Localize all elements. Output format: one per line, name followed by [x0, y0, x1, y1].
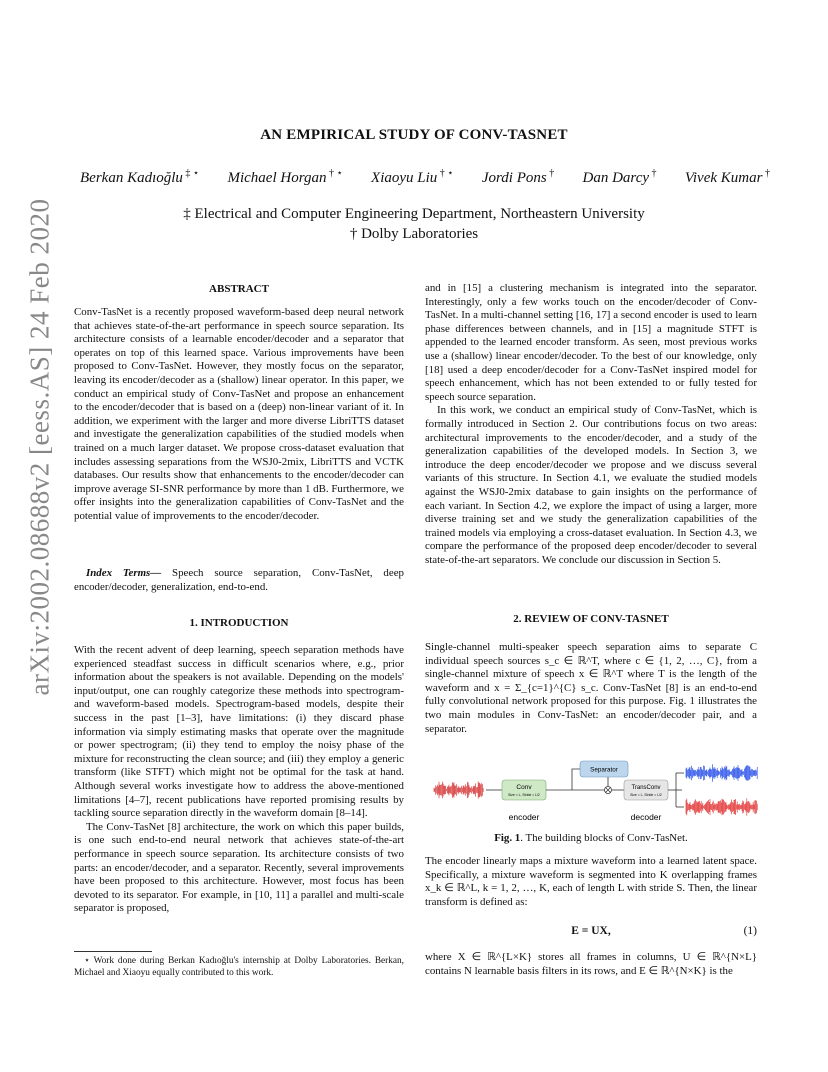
author-name — [583, 168, 657, 187]
source-waveform-blue — [686, 764, 757, 782]
encoder-label: encoder — [508, 812, 540, 822]
equation-1 — [425, 925, 757, 937]
author-marks: ‡ ⋆ — [182, 168, 200, 179]
paper-title: AN EMPIRICAL STUDY OF CONV-TASNET — [260, 127, 568, 143]
author-name-text: Xiaoyu Liu — [371, 170, 438, 186]
figure-caption-text: . The building blocks of Conv-TasNet. — [520, 832, 688, 844]
author-marks: † ⋆ — [326, 168, 343, 179]
review-paragraph-2 — [425, 855, 757, 909]
intro-body — [74, 644, 404, 916]
conv-tasnet-figure — [432, 756, 762, 826]
affiliation-2: † Dolby Laboratories — [349, 226, 479, 242]
review-text-3: where X ∈ ℝ^{L×K} stores all frames in columns, U ∈ ℝ^{N×L} contains N learnable basis filters in its rows, and E ∈ ℝ^{N×K} is the — [425, 951, 757, 977]
equation-body: E = UX, — [571, 925, 611, 937]
author-list — [80, 168, 770, 187]
index-terms-text: Speech source separation, Conv-TasNet, deep encoder/decoder, generalization, end-to-end. — [74, 567, 404, 593]
figure-caption-label: Fig. 1 — [494, 832, 521, 844]
intro-paragraph-2: The Conv-TasNet [8] architecture, the work on which this paper builds, is one such end-to-end neural network that achieves state-of-the-art performance in speech source separation. Its architecture consists of two parts: an encoder/decoder, and a separator. Recently, several improvements have been proposed to this architecture. However, most focus has been devoted to its separator. For example, in [10, 11] a parallel and multi-scale separator is proposed, — [74, 820, 404, 915]
author-name — [482, 168, 554, 187]
intro-paragraph-1: With the recent advent of deep learning, speech separation methods have experienced steadfast success in difficult scenarios where, e.g., prior information about the speakers is not available. Depending on the models' input/output, one can roughly categorize these methods into spectrogram- and waveform-based models. Spectrogram-based models, despite their success in the past [1–3], have limitations: (i) they discard phase information via simply estimating masks that operate over the magnitude or power spectrogram; (ii) they tend to employ the noisy phase of the mixture for reconstructing the clean source; and (iii) they employ a generic transform (like STFT) which might not be optimal for the task at hand. Although several works investigate how to address the above-mentioned limitations [4–7], recent publications have reported promising results by tackling source separation directly in the waveform domain [8–14]. — [74, 644, 404, 820]
author-name-text: Berkan Kadıoğlu — [80, 170, 183, 186]
conv-sub-label: Size = L, Stride = L/2 — [508, 793, 540, 797]
review-paragraph-3 — [425, 951, 757, 978]
decoder-label: decoder — [630, 812, 662, 822]
right-column-top — [425, 282, 757, 567]
footnote-rule — [74, 951, 152, 952]
arxiv-stamp: arXiv:2002.08688v2 [eess.AS] 24 Feb 2020 — [24, 198, 55, 696]
review-text-2: The encoder linearly maps a mixture waveform into a learned latent space. Specifically, a mixture waveform is segmented into K overlapping frames x_k ∈ ℝ^L, k = 1, 2, …, K, each of length L with stride S. Then, the linear transform is defined as: — [425, 855, 757, 908]
author-name — [227, 168, 342, 187]
author-marks: † — [546, 168, 555, 179]
author-name-text: Vivek Kumar — [684, 170, 763, 186]
author-name — [685, 168, 770, 187]
author-marks: † — [762, 168, 770, 179]
author-name — [80, 168, 199, 187]
review-paragraph-1 — [425, 641, 757, 736]
author-name — [371, 168, 454, 187]
abstract-body — [74, 306, 404, 524]
transconv-label: TransConv — [631, 785, 661, 791]
abstract-heading: ABSTRACT — [209, 283, 269, 295]
footnote: ⋆ Work done during Berkan Kadıoğlu's internship at Dolby Laboratories. Berkan, Michael and Xiaoyu equally contributed to this work. — [74, 956, 404, 978]
conv-label: Conv — [516, 784, 532, 791]
right-paragraph-1: and in [15] a clustering mechanism is integrated into the separator. Interestingly, only a few works touch on the encoder/decoder of Conv-TasNet. In a multi-channel setting [16, 17] a second encoder is used to learn phase differences between channels, and in [15] a magnitude STFT is appended to the learned encoder transform. As seen, most previous works use a (shallow) linear encoder/decoder. To the best of our knowledge, only [18] used a deep encoder/decoder for a Conv-TasNet inspired model for speech enhancement, which has not been extended to or fully tested for speech source separation. — [425, 282, 757, 403]
author-marks: † ⋆ — [437, 168, 454, 179]
equation-number: (1) — [743, 925, 757, 937]
author-name-text: Jordi Pons — [481, 170, 547, 186]
mixture-waveform — [434, 781, 483, 798]
right-paragraph-2: In this work, we conduct an empirical study of Conv-TasNet, which is formally introduced in Section 2. Our contributions focus on two areas: architectural improvements to the encoder/decoder, and a study of the generalization capabilities of the developed models. In Section 3, we introduce the deep encoder/decoder we propose and we discuss several variants of this structure. In Section 4.1, we evaluate the studied models against the WSJ0-2mix database to gain insights on the performance of each variant. In Section 4.2, we explore the impact of using a larger, more diverse training set and we study the generalization capabilities of the trained models via employing a cross-dataset evaluation. In Section 4.3, we compare the performance of the proposed deep encoder/decoder to several state-of-the-art separators. We conclude our discussion in Section 5. — [425, 404, 757, 566]
review-text-1: Single-channel multi-speaker speech separation aims to separate C individual speech sources s_c ∈ ℝ^T, where c ∈ {1, 2, …, C}, from a single-channel mixture of speech x ∈ ℝ^T where T is the length of the waveform and x = Σ_{c=1}^{C} s_c. Conv-TasNet [8] is an end-to-end fully convolutional network proposed for this purpose. Fig. 1 illustrates the two main modules in Conv-TasNet: an encoder/decoder pair, and a separator. — [425, 641, 757, 735]
abstract-text: Conv-TasNet is a recently proposed waveform-based deep neural network that achieves state-of-the-art performance in speech source separation. Its architecture consists of a learnable encoder/decoder and a separator that operates on top of this learned space. Various improvements have been proposed to Conv-TasNet. However, they mostly focus on the separator, leaving its encoder/decoder as a (shallow) linear operator. In this paper, we conduct an empirical study of Conv-TasNet and propose an enhancement to the encoder/decoder that is based on a (deep) non-linear variant of it. In addition, we experiment with the larger and more diverse LibriTTS dataset and investigate the generalization capabilities of the studied models when trained on a much larger dataset. We propose cross-dataset evaluation that includes assessing separations from the WSJ0-2mix, LibriTTS and VCTK databases. Our results show that enhancements to the encoder/decoder can improve average SI-SNR performance by more than 1 dB. Furthermore, we offer insights into the generalization capabilities of Conv-TasNet and the potential value of improvements to the encoder/decoder. — [74, 306, 404, 522]
affiliation-1: ‡ Electrical and Computer Engineering Department, Northeastern University — [183, 206, 645, 222]
source-waveform-red — [686, 798, 757, 815]
index-terms-label: Index Terms— — [86, 567, 162, 579]
arrow-to-separator — [572, 769, 580, 790]
index-terms — [74, 567, 404, 594]
intro-heading: 1. INTRODUCTION — [189, 617, 289, 629]
review-heading: 2. REVIEW OF CONV-TASNET — [513, 613, 669, 625]
transconv-sub-label: Size = L, Stride = L/2 — [630, 793, 662, 797]
separator-label: Separator — [590, 766, 618, 774]
author-marks: † — [649, 168, 657, 179]
author-name-text: Dan Darcy — [582, 170, 650, 186]
figure-caption — [425, 832, 757, 844]
author-name-text: Michael Horgan — [227, 170, 327, 186]
